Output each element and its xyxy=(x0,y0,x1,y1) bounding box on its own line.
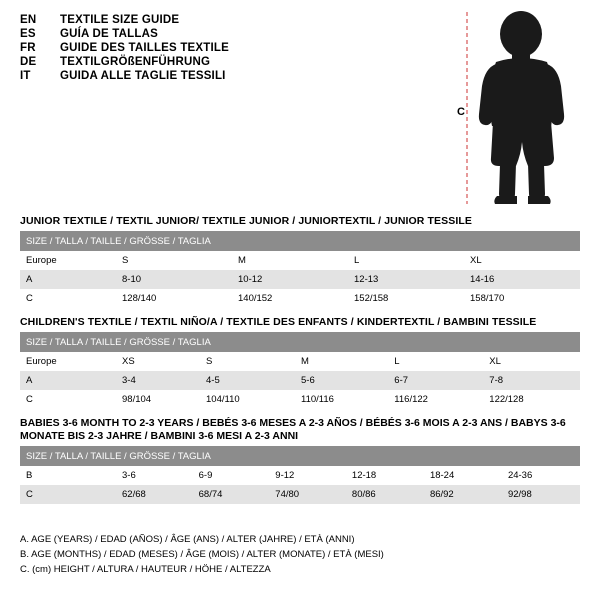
cell: S xyxy=(116,251,232,270)
legend-line-c: C. (cm) HEIGHT / ALTURA / HAUTEUR / HÖHE / ALTEZZA xyxy=(20,564,271,575)
language-title: TEXTILGRÖßENFÜHRUNG xyxy=(60,56,211,68)
size-table-junior xyxy=(20,231,580,308)
cell: 3-4 xyxy=(116,371,200,390)
cell: 6-7 xyxy=(388,371,483,390)
legend-line-b: B. AGE (MONTHS) / EDAD (MESES) / ÂGE (MOIS) / ALTER (MONATE) / ETÀ (MESI) xyxy=(20,549,384,560)
table-row xyxy=(20,289,580,308)
cell: 98/104 xyxy=(116,390,200,409)
cell: L xyxy=(388,352,483,371)
table-row xyxy=(20,485,580,504)
cell: 24-36 xyxy=(502,466,580,485)
cell: 8-10 xyxy=(116,270,232,289)
toddler-silhouette-icon xyxy=(455,8,590,208)
cell: L xyxy=(348,251,464,270)
language-code: IT xyxy=(20,70,31,82)
section-title: CHILDREN'S TEXTILE / TEXTIL NIÑO/A / TEXTILE DES ENFANTS / KINDERTEXTIL / BAMBINI TESSILE xyxy=(20,316,537,328)
section-childrens-textile xyxy=(20,316,580,409)
language-code: ES xyxy=(20,28,36,40)
row-label: Europe xyxy=(20,352,116,371)
language-header xyxy=(20,14,440,84)
row-label: C xyxy=(20,390,116,409)
language-row xyxy=(20,42,440,54)
table-header-label: SIZE / TALLA / TAILLE / GRÖSSE / TAGLIA xyxy=(20,231,580,251)
table-row xyxy=(20,352,580,371)
measurement-label-c: C xyxy=(457,106,465,118)
table-header-label: SIZE / TALLA / TAILLE / GRÖSSE / TAGLIA xyxy=(20,446,580,466)
cell: 104/110 xyxy=(200,390,295,409)
cell: 12-13 xyxy=(348,270,464,289)
table-header-row xyxy=(20,446,580,466)
cell: 158/170 xyxy=(464,289,580,308)
cell: 140/152 xyxy=(232,289,348,308)
table-header-row xyxy=(20,332,580,352)
row-label: A xyxy=(20,371,116,390)
language-row xyxy=(20,70,440,82)
language-code: FR xyxy=(20,42,36,54)
language-row xyxy=(20,14,440,26)
section-babies-textile xyxy=(20,417,580,504)
cell: 74/80 xyxy=(269,485,346,504)
cell: M xyxy=(295,352,388,371)
table-row xyxy=(20,466,580,485)
language-title: GUIDA ALLE TAGLIE TESSILI xyxy=(60,70,226,82)
cell: 5-6 xyxy=(295,371,388,390)
cell: 68/74 xyxy=(193,485,270,504)
cell: XS xyxy=(116,352,200,371)
table-row xyxy=(20,371,580,390)
row-label: A xyxy=(20,270,116,289)
legend-line-a: A. AGE (YEARS) / EDAD (AÑOS) / ÂGE (ANS) / ALTER (JAHRE) / ETÀ (ANNI) xyxy=(20,534,355,545)
cell: 92/98 xyxy=(502,485,580,504)
cell: M xyxy=(232,251,348,270)
table-row xyxy=(20,270,580,289)
table-row xyxy=(20,390,580,409)
cell: XL xyxy=(464,251,580,270)
cell: 80/86 xyxy=(346,485,424,504)
cell: 110/116 xyxy=(295,390,388,409)
size-table-babies xyxy=(20,446,580,504)
language-title: TEXTILE SIZE GUIDE xyxy=(60,14,180,26)
cell: 152/158 xyxy=(348,289,464,308)
row-label: B xyxy=(20,466,116,485)
section-title: BABIES 3-6 MONTH TO 2-3 YEARS / BEBÉS 3-6 MESES A 2-3 AÑOS / BÉBÉS 3-6 MOIS A 2-3 ANS / BABYS 3-6 MONATE BIS 2-3 JAHRE / BAMBINI 3-6 MESI A 2-3 ANNI xyxy=(20,417,566,442)
cell: 9-12 xyxy=(269,466,346,485)
size-table-children xyxy=(20,332,580,409)
cell: 7-8 xyxy=(483,371,580,390)
row-label: C xyxy=(20,289,116,308)
cell: XL xyxy=(483,352,580,371)
row-label: Europe xyxy=(20,251,116,270)
legend-block xyxy=(20,533,580,578)
cell: 12-18 xyxy=(346,466,424,485)
cell: 128/140 xyxy=(116,289,232,308)
language-row xyxy=(20,56,440,68)
cell: 122/128 xyxy=(483,390,580,409)
cell: 6-9 xyxy=(193,466,270,485)
cell: 86/92 xyxy=(424,485,502,504)
language-code: EN xyxy=(20,14,37,26)
section-junior-textile xyxy=(20,215,580,308)
table-header-row xyxy=(20,231,580,251)
language-title: GUIDE DES TAILLES TEXTILE xyxy=(60,42,229,54)
language-title: GUÍA DE TALLAS xyxy=(60,28,158,40)
cell: 14-16 xyxy=(464,270,580,289)
cell: 62/68 xyxy=(116,485,193,504)
table-header-label: SIZE / TALLA / TAILLE / GRÖSSE / TAGLIA xyxy=(20,332,580,352)
cell: 116/122 xyxy=(388,390,483,409)
language-code: DE xyxy=(20,56,37,68)
cell: 10-12 xyxy=(232,270,348,289)
cell: S xyxy=(200,352,295,371)
language-row xyxy=(20,28,440,40)
cell: 4-5 xyxy=(200,371,295,390)
cell: 18-24 xyxy=(424,466,502,485)
cell: 3-6 xyxy=(116,466,193,485)
table-row xyxy=(20,251,580,270)
row-label: C xyxy=(20,485,116,504)
section-title: JUNIOR TEXTILE / TEXTIL JUNIOR/ TEXTILE JUNIOR / JUNIORTEXTIL / JUNIOR TESSILE xyxy=(20,215,472,227)
